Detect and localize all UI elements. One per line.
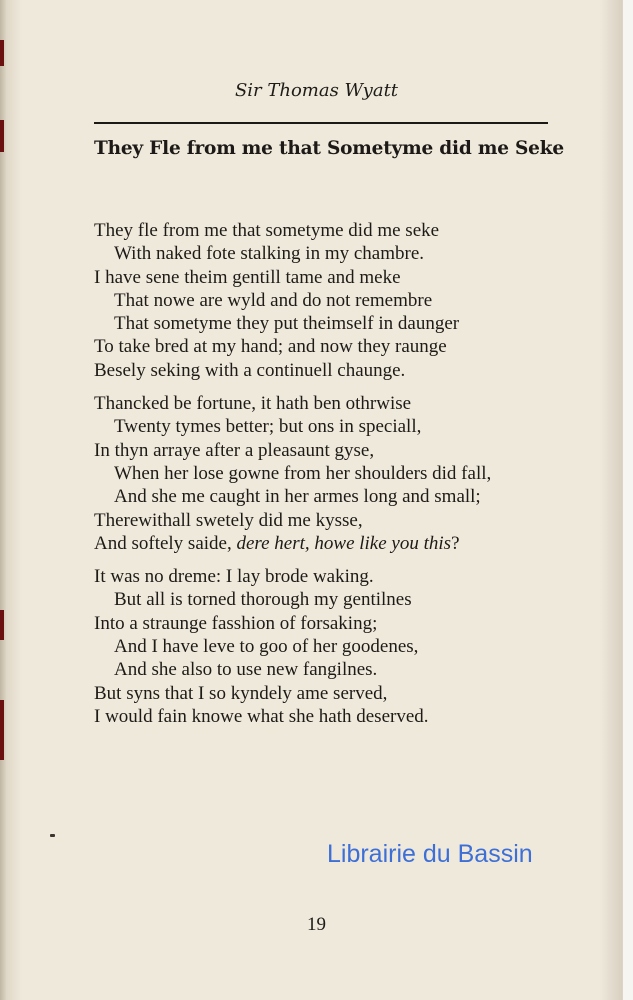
poem-line xyxy=(94,392,574,415)
poem-line-text: And she me caught in her armes long and small; xyxy=(114,486,481,508)
poem-line-text: Thancked be fortune, it hath ben othrwise xyxy=(94,393,412,415)
spine-red-mark xyxy=(0,700,4,760)
poem-line-text: Into a straunge fasshion of forsaking; xyxy=(94,612,378,634)
poem-title: They Fle from me that Sometyme did me Seke xyxy=(94,138,564,159)
poem-line-text: Besely seking with a continuell chaunge. xyxy=(94,359,406,381)
poem-line-text: But all is torned thorough my gentilnes xyxy=(114,589,412,611)
watermark: Librairie du Bassin xyxy=(327,840,533,868)
poem-line xyxy=(94,588,574,611)
poem-line-text: With naked fote stalking in my chambre. xyxy=(114,243,425,265)
poem-stanza xyxy=(94,219,574,382)
poem-line-text: And she also to use new fangilnes. xyxy=(114,659,378,681)
poem-line-text: That nowe are wyld and do not remembre xyxy=(114,289,433,311)
spine-red-mark xyxy=(0,40,4,66)
poem-stanza xyxy=(94,392,574,555)
book-spine-edge xyxy=(0,0,6,1000)
poem-line xyxy=(94,359,574,382)
poem-line xyxy=(94,312,574,335)
poem-line xyxy=(94,509,574,532)
poem-line-text: I have sene theim gentill tame and meke xyxy=(94,266,401,288)
poem-line xyxy=(94,219,574,242)
poem-stanza xyxy=(94,565,574,728)
paper-speck xyxy=(50,834,55,837)
header-rule xyxy=(94,122,548,124)
poem-line-text: They fle from me that sometyme did me seke xyxy=(94,220,440,241)
poem-line-italic: dere hert, howe like you this xyxy=(236,532,452,554)
poem-line xyxy=(94,289,574,312)
poem-line xyxy=(94,658,574,681)
poem-line-text: It was no dreme: I lay brode waking. xyxy=(94,566,374,588)
poem-line-text: In thyn arraye after a pleasaunt gyse, xyxy=(94,439,375,461)
spine-red-mark xyxy=(0,610,4,640)
poem-line xyxy=(94,565,574,588)
poem-line-text: Twenty tymes better; but ons in speciall, xyxy=(114,416,422,438)
poem-line xyxy=(94,635,574,658)
poem-line-text: And softely saide, xyxy=(94,532,237,554)
poem-line-text: When her lose gowne from her shoulders did fall, xyxy=(114,462,492,484)
poem-line xyxy=(94,439,574,462)
poem-line xyxy=(94,485,574,508)
poem-line xyxy=(94,266,574,289)
poem-line xyxy=(94,532,574,555)
poem-line-text: And I have leve to goo of her goodenes, xyxy=(114,636,419,658)
running-head: Sir Thomas Wyatt xyxy=(234,80,399,101)
poem-line-text: I would fain knowe what she hath deserved. xyxy=(94,705,429,727)
page-number: 19 xyxy=(307,914,326,935)
page-right-edge xyxy=(623,0,633,1000)
poem-line-punctuation: ? xyxy=(451,532,460,554)
poem-line-text: But syns that I so kyndely ame served, xyxy=(94,682,388,704)
poem-line xyxy=(94,335,574,358)
poem-line xyxy=(94,462,574,485)
spine-red-mark xyxy=(0,120,4,152)
poem-body xyxy=(94,219,574,738)
poem-line xyxy=(94,705,574,728)
poem-line-text: That sometyme they put theimself in daunger xyxy=(114,313,460,335)
poem-line-text: Therewithall swetely did me kysse, xyxy=(94,509,363,531)
poem-line xyxy=(94,682,574,705)
poem-line xyxy=(94,415,574,438)
poem-line xyxy=(94,242,574,265)
poem-line-text: To take bred at my hand; and now they raunge xyxy=(94,336,447,358)
poem-line xyxy=(94,612,574,635)
